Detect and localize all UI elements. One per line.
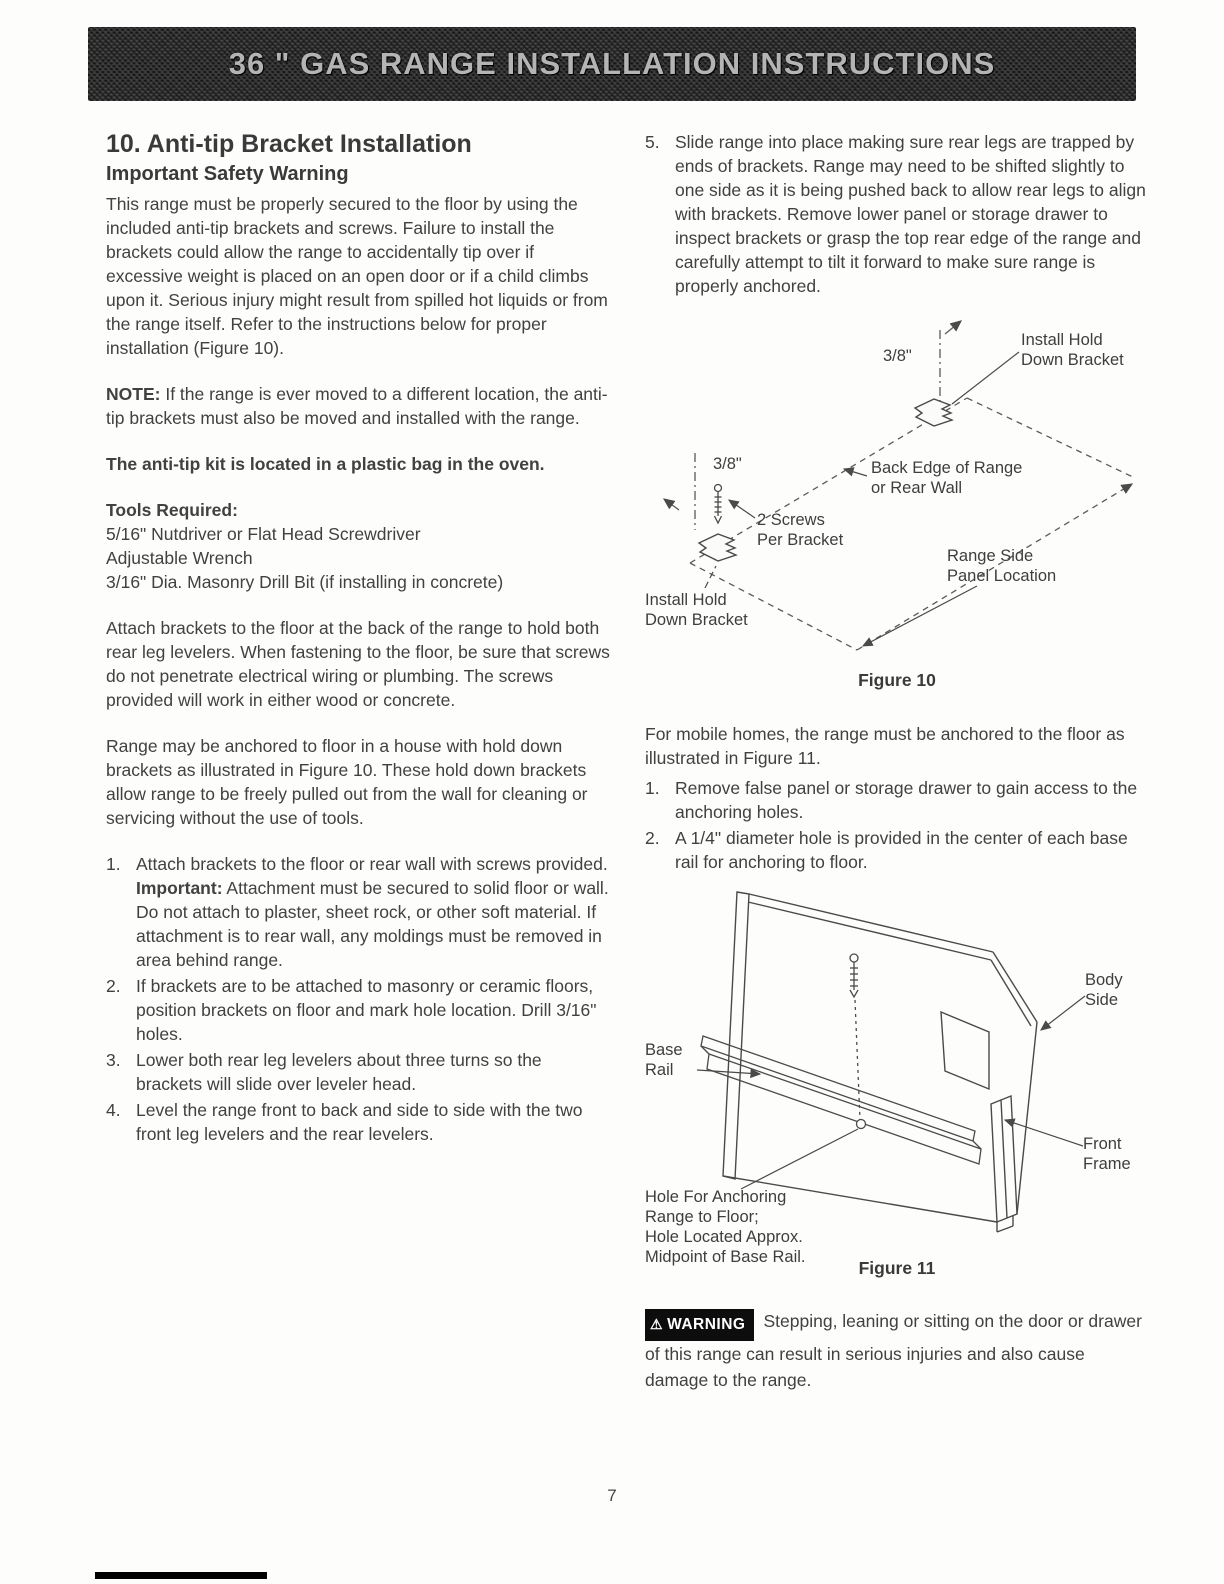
label-line: Hole For Anchoring [645,1188,787,1206]
fig10-label-install-bottom [645,590,767,630]
leader-lines [697,996,1085,1189]
fig11-label-body-side [1085,970,1145,1010]
step-text-pre: Attach brackets to the floor or rear wall with screws provided. [136,854,608,874]
step-number: 1. [106,854,121,874]
step-number: 2. [645,828,660,848]
hold-down-bracket-icon [915,399,952,426]
left-dimension-line [664,453,695,530]
label-line: Midpoint of Base Rail. [645,1248,806,1266]
label-line: Range to Floor; [645,1208,759,1226]
bottom-scan-mark [95,1572,267,1579]
label-line: or Rear Wall [871,479,963,497]
warning-badge-label: WARNING [667,1316,746,1333]
fig11-label-base-rail [645,1040,705,1080]
label-line: Hole Located Approx. [645,1228,803,1246]
base-rail [701,1036,981,1164]
right-column [645,130,1149,1393]
label-line: Frame [1083,1155,1131,1173]
label-line: Range Side [947,547,1034,565]
label-line: Per Bracket [757,531,844,549]
step-text [136,852,612,972]
step-text: Level the range front to back and side to side with the two front leg levelers and the rear levelers. [136,1100,583,1144]
section-title: 10. Anti-tip Bracket Installation [106,130,472,158]
screw-icon [715,485,722,524]
note-text: If the range is ever moved to a different location, the anti-tip brackets must also be moved and installed with the range. [106,384,608,428]
step-text: Slide range into place making sure rear legs are trapped by ends of brackets. Range may need to be shifted slightly to one side as it is being pushed back to allow rear legs to align with brackets. Remove lower panel or storage drawer to inspect brackets or grasp the top rear edge of the range and carefully attempt to tilt it forward to make sure range is properly anchored. [675,132,1146,296]
step-important-label: Important: [136,878,223,898]
fig11-label-anchoring-hole [645,1187,845,1267]
anchor-paragraph: Range may be anchored to floor in a house with hold down brackets as illustrated in Figure 10. These hold down brackets allow range to be freely pulled out from the wall for cleaning or servicing without the use of tools. [106,736,588,828]
tools-required-block [106,498,612,594]
page-header-banner [88,27,1136,101]
note-label: NOTE: [106,384,161,404]
note-paragraph [106,382,612,430]
document-title: 36 " GAS RANGE INSTALLATION INSTRUCTIONS [228,46,996,81]
top-dimension-line [940,321,961,402]
step-text: Remove false panel or storage drawer to gain access to the anchoring holes. [675,778,1138,822]
numbered-step [645,776,1149,824]
fig10-label-screws [757,510,867,550]
front-frame [991,1096,1017,1232]
figure-11-caption: Figure 11 [858,1258,936,1278]
warning-badge [645,1309,754,1341]
label-line: 2 Screws [757,511,825,529]
label-line: Body [1085,971,1123,989]
label-line: Install Hold [1021,331,1103,349]
attach-paragraph: Attach brackets to the floor at the back of the range to hold both rear leg levelers. When fastening to the floor, be sure that screws do not penetrate electrical wiring or plumbing. The screws provided will work in either wood or concrete. [106,618,610,710]
label-line: Front [1083,1135,1122,1153]
fig10-label-range-side [947,546,1087,586]
fig10-dimension-left: 3/8" [713,455,742,473]
numbered-step [106,852,612,972]
numbered-step [106,974,612,1046]
page-number: 7 [607,1486,617,1505]
step-text: If brackets are to be attached to masonry or ceramic floors, position brackets on floor and mark hole location. Drill 3/16" holes. [136,976,597,1044]
label-line: Down Bracket [645,611,748,629]
fig10-dimension-top: 3/8" [883,347,912,365]
warning-text: Stepping, leaning or sitting on the door or drawer of this range can result in serious injuries and also cause damage to the range. [645,1311,1142,1390]
tools-title: Tools Required: [106,500,238,520]
step-text-post: Attachment must be secured to solid floor or wall. Do not attach to plaster, sheet rock, or other soft material. If attachment is to rear wall, any moldings must be removed in area behind range. [136,878,609,970]
fig10-label-back-edge [871,458,1049,498]
tool-item: 3/16" Dia. Masonry Drill Bit (if installing in concrete) [106,572,504,592]
step-number: 3. [106,1050,121,1070]
label-line: Down Bracket [1021,351,1124,369]
step-number: 4. [106,1100,121,1120]
step-number: 5. [645,132,660,152]
figure-10 [645,318,1149,710]
tool-item: Adjustable Wrench [106,548,253,568]
label-line: Base [645,1041,683,1059]
step-text: Lower both rear leg levelers about three turns so the brackets will slide over leveler head. [136,1050,542,1094]
step-number: 1. [645,778,660,798]
numbered-step [645,826,1149,874]
intro-paragraph: This range must be properly secured to the floor by using the included anti-tip brackets and screws. Failure to install the brackets could allow the range to accidentally tip over if excessive weight is placed on an open door or if a child climbs upon it. Serious injury might result from spilled hot liquids or from the range itself. Refer to the instructions below for proper installation (Figure 10). [106,194,608,358]
warning-paragraph [645,1308,1149,1393]
figure-10-caption: Figure 10 [858,670,936,690]
label-line: Install Hold [645,591,727,609]
fig10-label-install-top [1021,330,1139,370]
label-line: Back Edge of Range [871,459,1023,477]
label-line: Panel Location [947,567,1057,585]
warning-icon: ⚠ [650,1316,664,1332]
figure-10-line-art [645,318,1149,710]
fig11-label-front-frame [1083,1134,1149,1174]
numbered-step [106,1048,612,1096]
numbered-step [645,130,1149,298]
left-column [106,130,612,1148]
body-side-panel [723,892,1037,1222]
hold-down-bracket-icon [699,534,736,561]
numbered-step [106,1098,612,1146]
label-line: Side [1085,991,1119,1009]
screw-icon [850,954,860,1120]
label-line: Rail [645,1061,674,1079]
tool-item: 5/16" Nutdriver or Flat Head Screwdriver [106,524,421,544]
kit-location-note: The anti-tip kit is located in a plastic bag in the oven. [106,454,545,474]
section-subtitle: Important Safety Warning [106,163,349,185]
mobile-homes-paragraph: For mobile homes, the range must be anchored to the floor as illustrated in Figure 11. [645,724,1125,768]
anchoring-hole [857,1120,866,1129]
step-number: 2. [106,976,121,996]
figure-11 [645,884,1149,1292]
step-text: A 1/4" diameter hole is provided in the center of each base rail for anchoring to floor. [675,828,1128,872]
